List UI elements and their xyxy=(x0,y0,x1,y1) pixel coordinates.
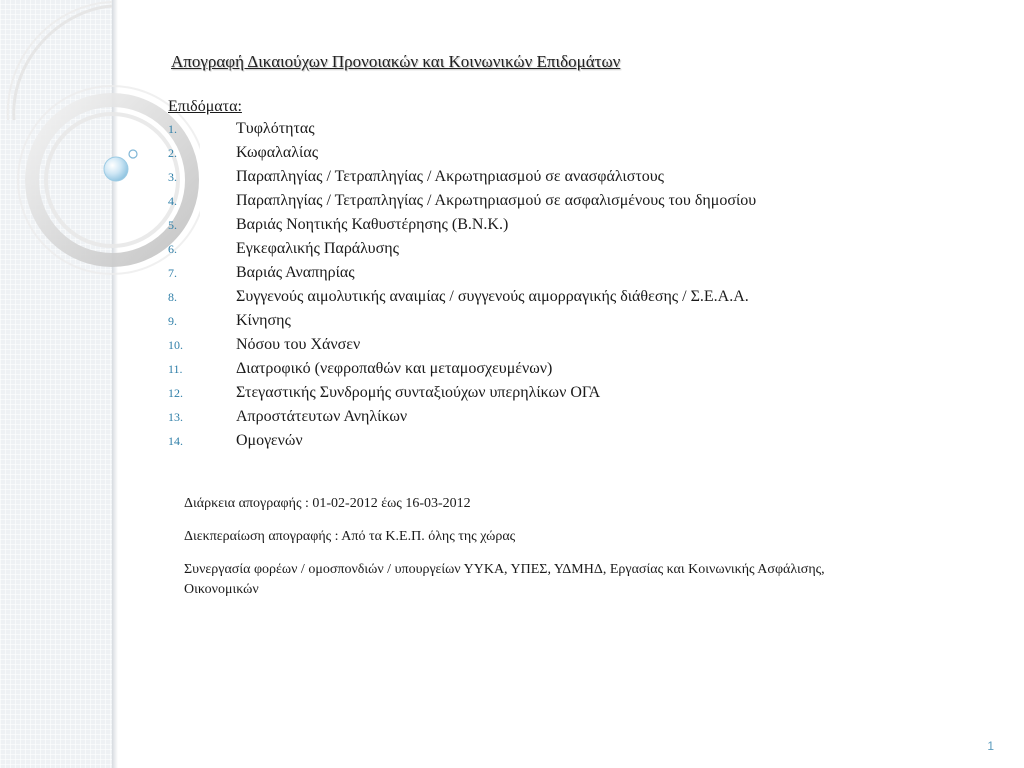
list-item xyxy=(168,288,749,310)
list-item xyxy=(168,240,399,262)
list-item xyxy=(168,432,303,454)
list-item-number: 1. xyxy=(168,122,177,136)
list-item-number: 5. xyxy=(168,218,177,232)
list-item xyxy=(168,144,318,166)
list-item xyxy=(168,408,407,430)
list-item-number: 9. xyxy=(168,314,177,328)
list-item-text: Ομογενών xyxy=(236,432,303,449)
list-item-number: 2. xyxy=(168,146,177,160)
list-item xyxy=(168,216,508,238)
list-item xyxy=(168,312,291,334)
list-item-text: Τυφλότητας xyxy=(236,120,315,137)
list-item-text: Απροστάτευτων Ανηλίκων xyxy=(236,408,408,425)
list-item-text: Κίνησης xyxy=(236,312,291,329)
list-item-text: Παραπληγίας / Τετραπληγίας / Ακρωτηριασμού σε ασφαλισμένους του δημοσίου xyxy=(236,192,757,209)
list-item-number: 6. xyxy=(168,242,177,256)
list-item-number: 14. xyxy=(168,434,183,448)
list-item xyxy=(168,336,360,358)
list-item-number: 10. xyxy=(168,338,183,352)
page-title: Απογραφή Δικαιούχων Προνοιακών και Κοινωνικών Επιδομάτων xyxy=(171,52,621,71)
list-item-text: Κωφαλαλίας xyxy=(236,144,319,161)
list-item-number: 3. xyxy=(168,170,177,184)
list-item-text: Παραπληγίας / Τετραπληγίας / Ακρωτηριασμού σε ανασφάλιστους xyxy=(236,168,665,185)
list-item-text: Βαριάς Νοητικής Καθυστέρησης (Β.Ν.Κ.) xyxy=(236,216,509,233)
list-item-text: Συγγενούς αιμολυτικής αναιμίας / συγγενούς αιμορραγικής διάθεσης / Σ.Ε.Α.Α. xyxy=(236,288,749,305)
list-item-number: 13. xyxy=(168,410,183,424)
list-item-number: 12. xyxy=(168,386,183,400)
list-item xyxy=(168,264,355,286)
cooperation-text: Συνεργασία φορέων / ομοσπονδιών / υπουργείων ΥΥΚΑ, ΥΠΕΣ, ΥΔΜΗΔ, Εργασίας και Κοινωνικής Ασφάλισης, Οικονομικών xyxy=(184,562,825,597)
list-item xyxy=(168,168,664,190)
list-item-text: Διατροφικό (νεφροπαθών και μεταμοσχευμένων) xyxy=(236,360,553,377)
list-item-text: Εγκεφαλικής Παράλυσης xyxy=(236,240,399,257)
page-number: 1 xyxy=(987,739,994,753)
list-item-text: Βαριάς Αναπηρίας xyxy=(236,264,355,281)
list-heading: Επιδόματα: xyxy=(168,98,242,115)
list-item xyxy=(168,384,600,406)
conduct-text: Διεκπεραίωση απογραφής : Από τα Κ.Ε.Π. όλης της χώρας xyxy=(184,529,516,544)
list-item-number: 8. xyxy=(168,290,177,304)
list-item-text: Στεγαστικής Συνδρομής συνταξιούχων υπερηλίκων ΟΓΑ xyxy=(236,384,601,401)
list-item-number: 11. xyxy=(168,362,183,376)
list-item-number: 7. xyxy=(168,266,177,280)
list-item xyxy=(168,360,552,382)
list-item-number: 4. xyxy=(168,194,177,208)
list-item xyxy=(168,192,756,214)
list-item xyxy=(168,120,315,142)
list-item-text: Νόσου του Χάνσεν xyxy=(236,336,361,353)
duration-text: Διάρκεια απογραφής : 01-02-2012 έως 16-03-2012 xyxy=(184,496,471,511)
